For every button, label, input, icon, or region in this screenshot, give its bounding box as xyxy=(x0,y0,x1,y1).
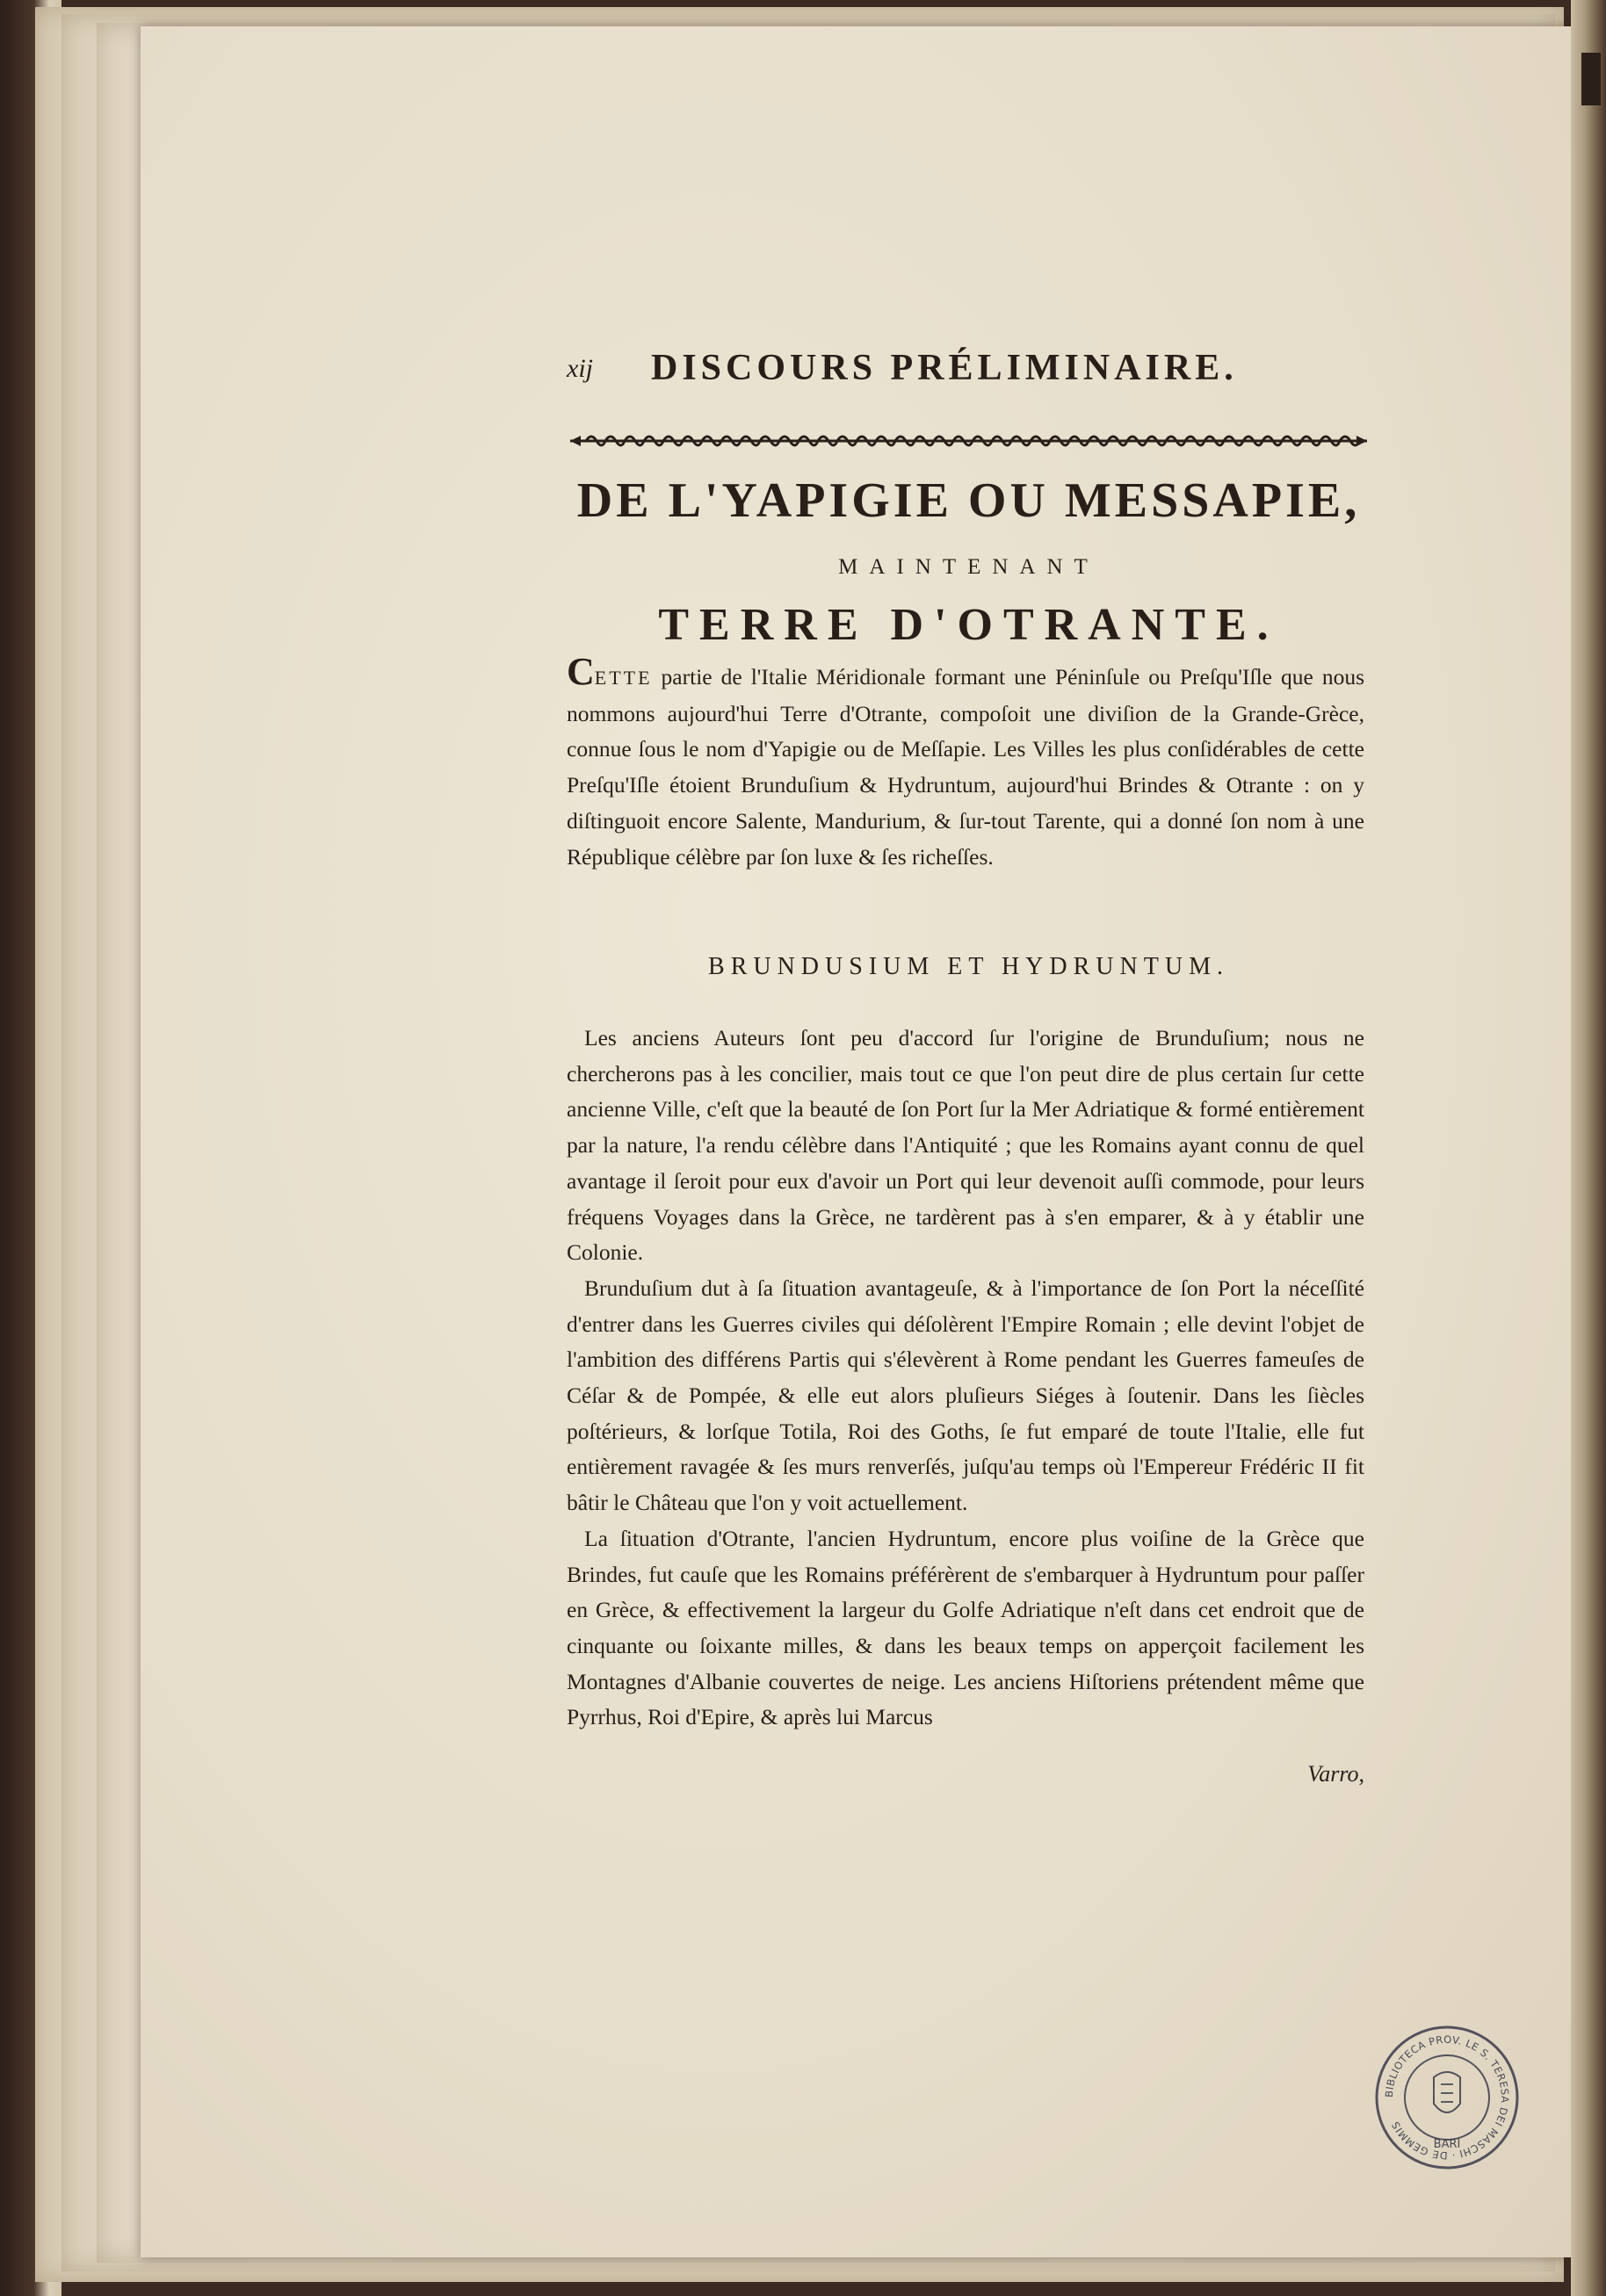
book-edge-right xyxy=(1571,0,1606,2296)
paragraph-1: Les anciens Auteurs ſont peu d'accord ſur l'origine de Brunduſium; nous ne chercherons pas à les concilier, mais tout ce que l'on peut dire de plus certain ſur cette ancienne Ville, c'eſt que la beauté de ſon Port ſur la Mer Adriatique & formé entièrement par la nature, l'a rendu célèbre dans l'Antiquité ; que les Romains ayant connu de quel avantage il ſeroit pour eux d'avoir un Port qui leur devenoit auſſi commode, pour leurs fréquens Voyages dans la Grèce, ne tardèrent pas à s'en emparer, & à y établir une Colonie. xyxy=(567,1025,1364,1266)
page-tab xyxy=(1581,53,1601,105)
catchword: Varro, xyxy=(1307,1761,1364,1787)
ornamental-rule xyxy=(567,429,1371,453)
running-title: DISCOURS PRÉLIMINAIRE. xyxy=(651,348,1238,388)
page-number: xij xyxy=(567,354,593,383)
intro-text: partie de l'Italie Méridionale formant une Péninſule ou Preſqu'Iſle que nous nommons aujourd'hui Terre d'Otrante, compoſoit une diviſion de la Grande-Grèce, connue ſous le nom d'Yapigie ou de Meſſapie. Les Villes les plus conſidérables de cette Preſqu'Iſle étoient Brunduſium & Hydruntum, aujourd'hui Brindes & Otrante : on y diſtinguoit encore Salente, Mandurium, & ſur-tout Tarente, qui a donné ſon nom à une République célèbre par ſon luxe & ſes richeſſes. xyxy=(567,664,1364,870)
subtitle-maintenant: MAINTENANT xyxy=(838,555,1099,579)
section-heading: BRUNDUSIUM ET HYDRUNTUM. xyxy=(708,953,1229,980)
main-title: DE L'YAPIGIE OU MESSAPIE, xyxy=(576,473,1361,528)
intro-lead-word: ETTE xyxy=(594,667,653,689)
running-head xyxy=(567,347,1375,400)
paragraph-2: Brunduſium dut à ſa ſituation avantageuſe, & à l'importance de ſon Port la néceſſité d'entrer dans les Guerres civiles qui déſolèrent l'Empire Romain ; elle devint l'objet de l'ambition des différens Partis qui s'élevèrent à Rome pendant les Guerres fameuſes de Céſar & de Pompée, & elle eut alors pluſieurs Siéges à ſoutenir. Dans les ſiècles poſtérieurs, & lorſque Totila, Roi des Goths, ſe fut emparé de toute l'Italie, elle fut entièrement ravagée & ſes murs renverſés, juſqu'au temps où l'Empereur Frédéric II fit bâtir le Château que l'on y voit actuellement. xyxy=(567,1274,1364,1516)
subtitle-terre-d-otrante: TERRE D'OTRANTE. xyxy=(658,600,1279,650)
intro-paragraph xyxy=(567,650,1364,875)
stamp-text: BIBLIOTECA PROV. LE S. TERESA DEI MASCHI · DE GEMMIS xyxy=(1382,2032,1512,2162)
library-stamp xyxy=(1372,2023,1522,2172)
drop-cap: C xyxy=(567,650,595,693)
section-body xyxy=(567,1021,1364,1736)
paragraph-3: La ſituation d'Otrante, l'ancien Hydruntum, encore plus voiſine de la Grèce que Brindes, fut cauſe que les Romains préférèrent de s'embarquer à Hydruntum pour paſſer en Grèce, & effectivement la largeur du Golfe Adriatique n'eſt dans cet endroit que de cinquante ou ſoixante milles, & dans les beaux temps on apperçoit facilement les Montagnes d'Albanie couvertes de neige. Les anciens Hiſtoriens prétendent même que Pyrrhus, Roi d'Epire, & après lui Marcus xyxy=(567,1525,1364,1730)
stamp-place: BARI xyxy=(1433,2138,1461,2151)
